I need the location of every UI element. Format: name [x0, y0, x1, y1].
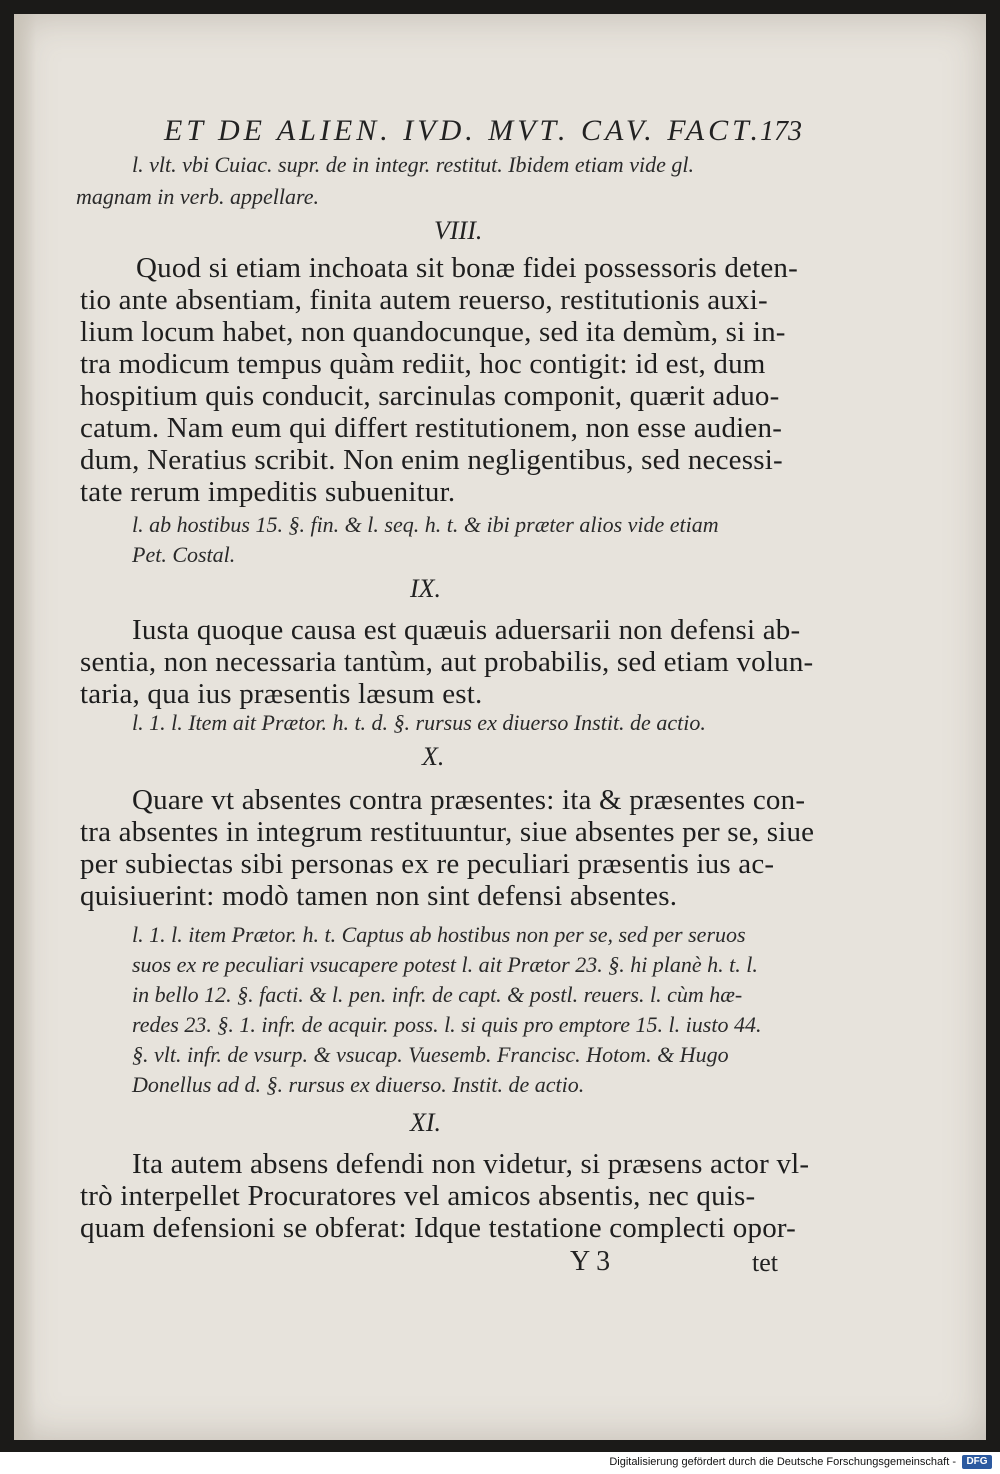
note-line: Pet. Costal.: [132, 542, 236, 567]
note-line: redes 23. §. 1. infr. de acquir. poss. l. si quis pro emptore 15. l. iusto 44.: [132, 1012, 762, 1037]
body-line: tio ante absentiam, finita autem reuerso, restitutionis auxi-: [80, 284, 768, 316]
note-line: suos ex re peculiari vsucapere potest l. ait Prætor 23. §. hi planè h. t. l.: [132, 952, 758, 977]
note-line: magnam in verb. appellare.: [76, 184, 319, 209]
running-title: ET DE ALIEN. IVD. MVT. CAV. FACT.: [164, 114, 763, 147]
body-line: Quare vt absentes contra præsentes: ita & præsentes con-: [132, 784, 806, 816]
book-page: [14, 14, 986, 1440]
note-line: Donellus ad d. §. rursus ex diuerso. Instit. de actio.: [132, 1072, 585, 1097]
section-heading-ix: IX.: [410, 574, 442, 603]
body-line: taria, qua ius præsentis læsum est.: [80, 678, 483, 710]
body-line: dum, Neratius scribit. Non enim negligentibus, sed necessi-: [80, 444, 783, 476]
section-heading-x: X.: [422, 742, 445, 771]
body-line: lium locum habet, non quandocunque, sed ita demùm, si in-: [80, 316, 786, 348]
note-line: l. 1. l. Item ait Prætor. h. t. d. §. rursus ex diuerso Instit. de actio.: [132, 710, 706, 735]
page-gutter-shadow: [14, 14, 36, 1440]
body-line: tra modicum tempus quàm rediit, hoc contigit: id est, dum: [80, 348, 766, 380]
body-line: Quod si etiam inchoata sit bonæ fidei possessoris deten-: [136, 252, 798, 284]
catchword: tet: [752, 1248, 778, 1277]
note-line: l. 1. l. item Prætor. h. t. Captus ab hostibus non per se, sed per seruos: [132, 922, 746, 947]
section-heading-viii: VIII.: [434, 216, 483, 245]
page-number: 173: [760, 116, 802, 147]
dfg-logo-icon: DFG: [962, 1455, 992, 1469]
body-line: hospitium quis conducit, sarcinulas componit, quærit aduo-: [80, 380, 780, 412]
body-line: per subiectas sibi personas ex re peculiari præsentis ius ac-: [80, 848, 775, 880]
running-head: [14, 114, 986, 154]
body-line: quisiuerint: modò tamen non sint defensi absentes.: [80, 880, 678, 912]
body-line: catum. Nam eum qui differt restitutionem, non esse audien-: [80, 412, 783, 444]
body-line: Iusta quoque causa est quæuis aduersarii non defensi ab-: [132, 614, 801, 646]
body-line: quam defensioni se obferat: Idque testatione complecti opor-: [80, 1212, 797, 1244]
note-line: l. vlt. vbi Cuiac. supr. de in integr. restitut. Ibidem etiam vide gl.: [132, 152, 694, 177]
body-line: tra absentes in integrum restituuntur, siue absentes per se, siue: [80, 816, 815, 848]
note-line: in bello 12. §. facti. & l. pen. infr. de capt. & postl. reuers. l. cùm hæ-: [132, 982, 743, 1007]
body-line: sentia, non necessaria tantùm, aut probabilis, sed etiam volun-: [80, 646, 814, 678]
funding-credit: Digitalisierung gefördert durch die Deutsche Forschungsgemeinschaft -: [609, 1456, 956, 1468]
body-line: Ita autem absens defendi non videtur, si præsens actor vl-: [132, 1148, 810, 1180]
body-line: trò interpellet Procuratores vel amicos absentis, nec quis-: [80, 1180, 756, 1212]
body-line: tate rerum impeditis subuenitur.: [80, 476, 456, 508]
digitization-footer: [0, 1452, 1000, 1474]
note-line: §. vlt. infr. de vsurp. & vsucap. Vuesemb. Francisc. Hotom. & Hugo: [132, 1042, 729, 1067]
signature-mark: Y 3: [570, 1246, 611, 1277]
section-heading-xi: XI.: [410, 1108, 442, 1137]
note-line: l. ab hostibus 15. §. fin. & l. seq. h. t. & ibi præter alios vide etiam: [132, 512, 719, 537]
